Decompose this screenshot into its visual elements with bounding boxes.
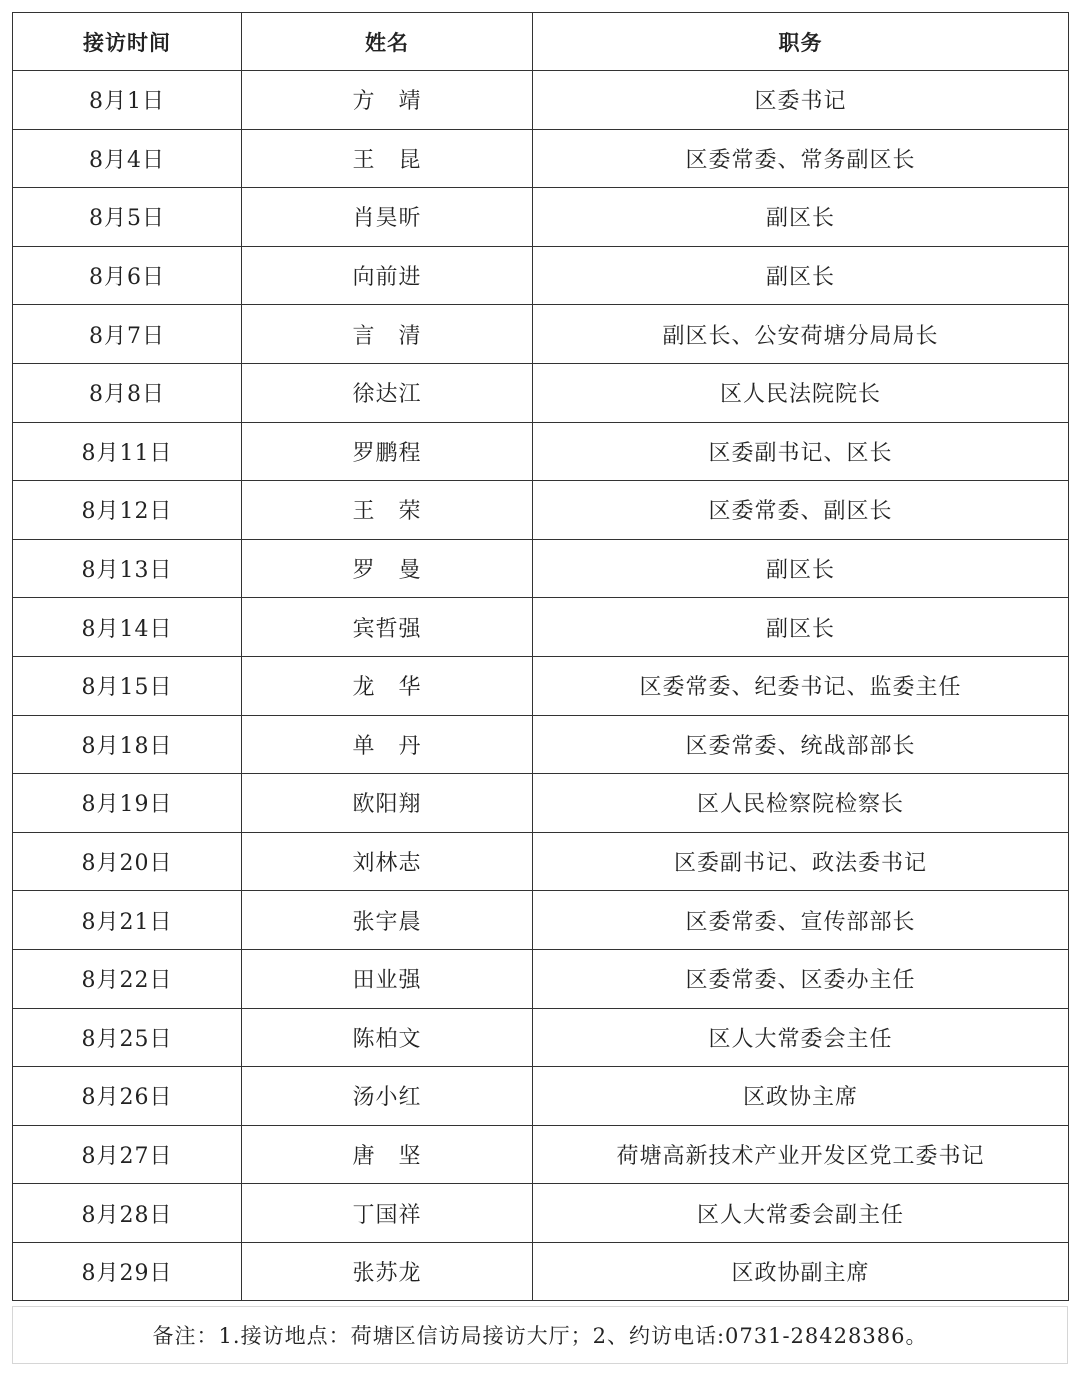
name-cell: 徐达江 — [242, 363, 533, 422]
title-cell: 区人大常委会副主任 — [533, 1184, 1069, 1243]
date-cell: 8月4日 — [13, 129, 242, 188]
date-cell: 8月19日 — [13, 774, 242, 833]
table-row — [13, 774, 1069, 833]
name-cell: 张苏龙 — [242, 1242, 533, 1301]
name-cell: 单 丹 — [242, 715, 533, 774]
header-date: 接访时间 — [13, 13, 242, 71]
title-cell: 荷塘高新技术产业开发区党工委书记 — [533, 1125, 1069, 1184]
title-cell: 副区长 — [533, 188, 1069, 247]
date-cell: 8月11日 — [13, 422, 242, 481]
title-cell: 区政协副主席 — [533, 1242, 1069, 1301]
date-cell: 8月6日 — [13, 246, 242, 305]
name-cell: 罗鹏程 — [242, 422, 533, 481]
title-cell: 副区长、公安荷塘分局局长 — [533, 305, 1069, 364]
name-cell: 汤小红 — [242, 1067, 533, 1126]
table-row — [13, 71, 1069, 130]
header-name: 姓名 — [242, 13, 533, 71]
table-row — [13, 305, 1069, 364]
date-cell: 8月18日 — [13, 715, 242, 774]
date-cell: 8月13日 — [13, 539, 242, 598]
table-row — [13, 129, 1069, 188]
table-row — [13, 1242, 1069, 1301]
table-header-row — [13, 13, 1069, 71]
table-row — [13, 1184, 1069, 1243]
title-cell: 区人民法院院长 — [533, 363, 1069, 422]
date-cell: 8月27日 — [13, 1125, 242, 1184]
table-row — [13, 1067, 1069, 1126]
table-row — [13, 363, 1069, 422]
title-cell: 副区长 — [533, 598, 1069, 657]
name-cell: 宾哲强 — [242, 598, 533, 657]
title-cell: 区人大常委会主任 — [533, 1008, 1069, 1067]
name-cell: 罗 曼 — [242, 539, 533, 598]
date-cell: 8月1日 — [13, 71, 242, 130]
date-cell: 8月12日 — [13, 481, 242, 540]
date-cell: 8月20日 — [13, 832, 242, 891]
table-row — [13, 1008, 1069, 1067]
name-cell: 田业强 — [242, 949, 533, 1008]
title-cell: 区委常委、纪委书记、监委主任 — [533, 656, 1069, 715]
name-cell: 言 清 — [242, 305, 533, 364]
table-row — [13, 539, 1069, 598]
title-cell: 区委常委、统战部部长 — [533, 715, 1069, 774]
table-row — [13, 422, 1069, 481]
table-row — [13, 188, 1069, 247]
date-cell: 8月7日 — [13, 305, 242, 364]
header-title: 职务 — [533, 13, 1069, 71]
date-cell: 8月14日 — [13, 598, 242, 657]
title-cell: 区政协主席 — [533, 1067, 1069, 1126]
name-cell: 王 昆 — [242, 129, 533, 188]
name-cell: 张宇晨 — [242, 891, 533, 950]
name-cell: 欧阳翔 — [242, 774, 533, 833]
name-cell: 方 靖 — [242, 71, 533, 130]
name-cell: 向前进 — [242, 246, 533, 305]
name-cell: 龙 华 — [242, 656, 533, 715]
name-cell: 刘林志 — [242, 832, 533, 891]
date-cell: 8月28日 — [13, 1184, 242, 1243]
table-row — [13, 832, 1069, 891]
title-cell: 区委常委、常务副区长 — [533, 129, 1069, 188]
title-cell: 副区长 — [533, 246, 1069, 305]
title-cell: 区委常委、宣传部部长 — [533, 891, 1069, 950]
schedule-sheet — [12, 12, 1068, 1301]
name-cell: 丁国祥 — [242, 1184, 533, 1243]
table-row — [13, 246, 1069, 305]
table-row — [13, 1125, 1069, 1184]
title-cell: 区委常委、副区长 — [533, 481, 1069, 540]
table-body — [13, 71, 1069, 1301]
footnote: 备注：1.接访地点：荷塘区信访局接访大厅；2、约访电话:0731-28428386。 — [12, 1306, 1068, 1364]
date-cell: 8月8日 — [13, 363, 242, 422]
title-cell: 区委书记 — [533, 71, 1069, 130]
date-cell: 8月26日 — [13, 1067, 242, 1126]
title-cell: 区委副书记、区长 — [533, 422, 1069, 481]
table-row — [13, 481, 1069, 540]
date-cell: 8月25日 — [13, 1008, 242, 1067]
name-cell: 肖昊昕 — [242, 188, 533, 247]
date-cell: 8月21日 — [13, 891, 242, 950]
table-row — [13, 949, 1069, 1008]
name-cell: 王 荣 — [242, 481, 533, 540]
date-cell: 8月29日 — [13, 1242, 242, 1301]
table-row — [13, 656, 1069, 715]
name-cell: 唐 坚 — [242, 1125, 533, 1184]
name-cell: 陈柏文 — [242, 1008, 533, 1067]
table-row — [13, 891, 1069, 950]
table-row — [13, 598, 1069, 657]
title-cell: 区委副书记、政法委书记 — [533, 832, 1069, 891]
title-cell: 区人民检察院检察长 — [533, 774, 1069, 833]
reception-schedule-table — [12, 12, 1069, 1301]
title-cell: 副区长 — [533, 539, 1069, 598]
title-cell: 区委常委、区委办主任 — [533, 949, 1069, 1008]
table-row — [13, 715, 1069, 774]
date-cell: 8月5日 — [13, 188, 242, 247]
date-cell: 8月15日 — [13, 656, 242, 715]
date-cell: 8月22日 — [13, 949, 242, 1008]
